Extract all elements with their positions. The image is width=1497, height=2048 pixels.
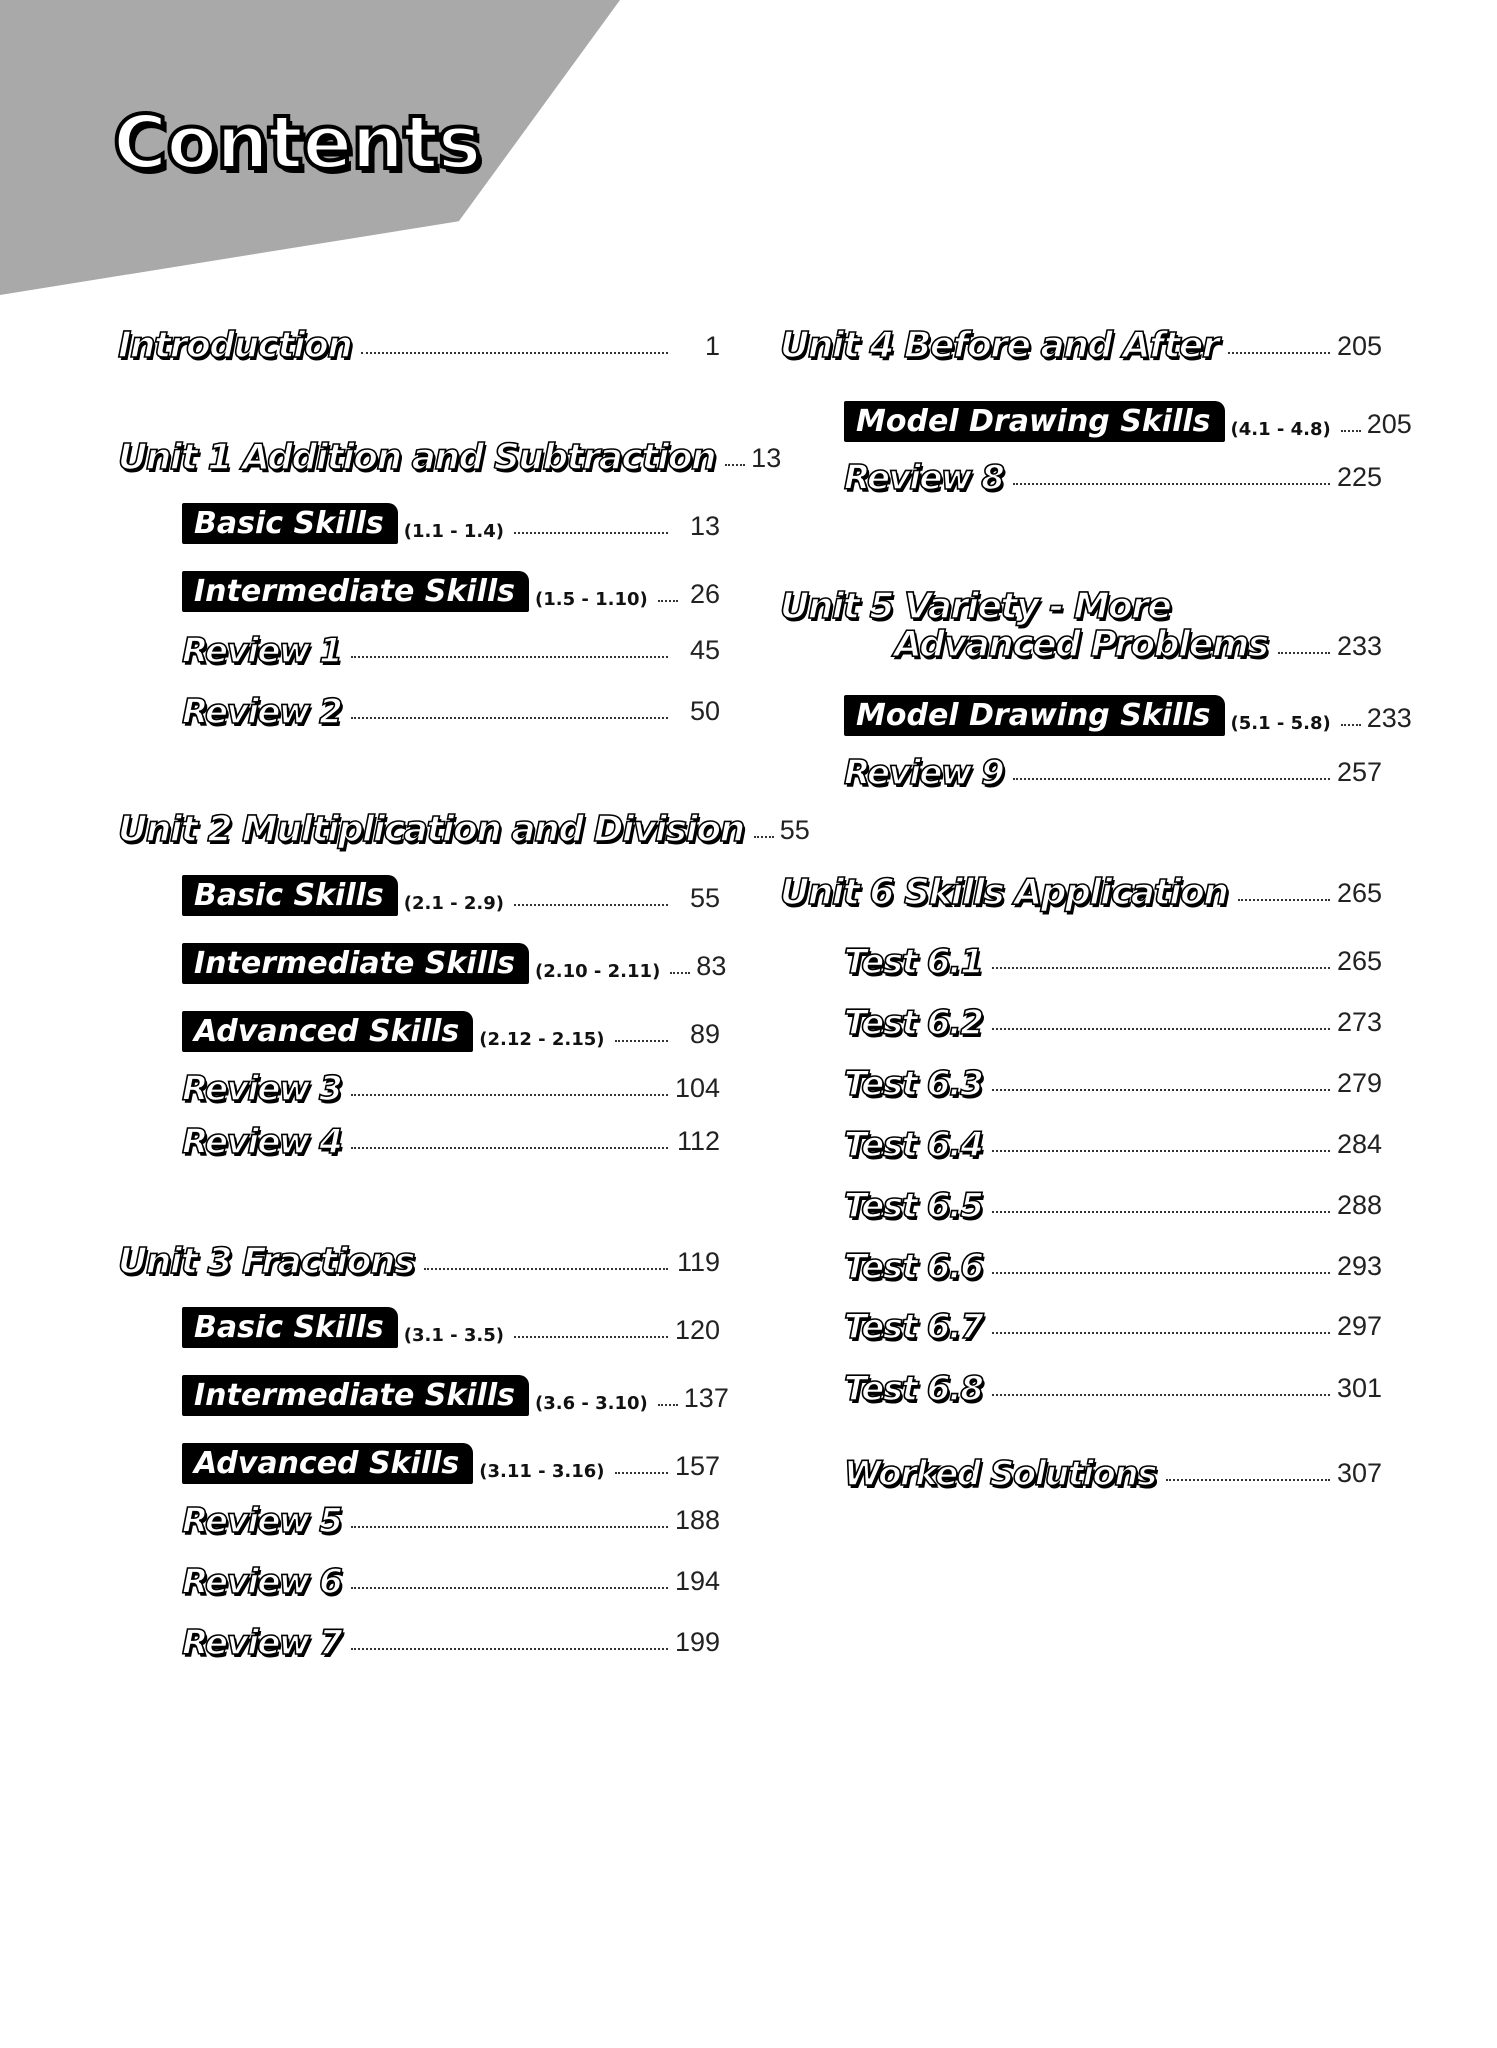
page-number: 137 xyxy=(683,1383,729,1413)
toc-entry-label: Review 2 xyxy=(182,692,342,732)
dot-leader xyxy=(514,1336,668,1338)
dot-leader xyxy=(361,352,668,354)
toc-entry[interactable] xyxy=(182,1553,720,1602)
toc-entry[interactable] xyxy=(844,1298,1382,1347)
section-range: (3.11 - 3.16) xyxy=(479,1461,605,1482)
page-number: 83 xyxy=(696,951,727,981)
toc-entry-label: Review 3 xyxy=(182,1069,342,1109)
dot-leader xyxy=(992,1394,1330,1396)
skill-level-tag: Basic Skills xyxy=(182,503,398,544)
section-range: (3.1 - 3.5) xyxy=(403,1325,504,1346)
dot-leader xyxy=(351,1648,668,1650)
skill-level-tag: Advanced Skills xyxy=(182,1011,473,1052)
toc-entry[interactable] xyxy=(182,870,720,916)
dot-leader xyxy=(1228,352,1330,354)
toc-entry-label: Unit 3 Fractions xyxy=(118,1241,414,1282)
page-number: 284 xyxy=(1336,1129,1382,1159)
dot-leader xyxy=(658,1404,678,1406)
page-number: 13 xyxy=(689,511,720,541)
toc-entry-label: Review 1 xyxy=(182,631,342,671)
toc-entry-label: Review 6 xyxy=(182,1562,342,1602)
page-number: 265 xyxy=(1336,878,1382,908)
toc-entry-label-line1: Unit 5 Variety - More xyxy=(780,586,1171,628)
page-number: 157 xyxy=(674,1451,720,1481)
dot-leader xyxy=(1341,724,1361,726)
toc-entry[interactable] xyxy=(182,1370,729,1416)
toc-entry-label: Unit 2 Multiplication and Division xyxy=(118,809,744,850)
page-number: 205 xyxy=(1366,409,1412,439)
toc-entry[interactable] xyxy=(844,1238,1382,1287)
dot-leader xyxy=(1238,899,1331,901)
page-number: 279 xyxy=(1336,1068,1382,1098)
section-range: (3.6 - 3.10) xyxy=(535,1393,648,1414)
page-number: 1 xyxy=(704,331,720,361)
section-range: (1.5 - 1.10) xyxy=(535,589,648,610)
toc-entry[interactable] xyxy=(118,318,720,364)
page-number: 89 xyxy=(689,1019,720,1049)
dot-leader xyxy=(658,600,678,602)
toc-entry-label: Review 9 xyxy=(844,753,1004,793)
page-number: 55 xyxy=(779,815,810,845)
dot-leader xyxy=(992,1150,1330,1152)
dot-leader xyxy=(992,1272,1330,1274)
toc-entry-label: Test 6.7 xyxy=(844,1307,983,1347)
toc-entry[interactable] xyxy=(182,1302,720,1348)
page-number: 288 xyxy=(1336,1190,1382,1220)
dot-leader xyxy=(351,1147,668,1149)
toc-entry-label: Review 5 xyxy=(182,1501,342,1541)
page-number: 307 xyxy=(1336,1458,1382,1488)
page-number: 293 xyxy=(1336,1251,1382,1281)
dot-leader xyxy=(992,1089,1330,1091)
dot-leader xyxy=(670,972,690,974)
page-number: 233 xyxy=(1336,631,1382,661)
toc-entry[interactable] xyxy=(182,622,720,671)
page-number: 112 xyxy=(676,1126,720,1156)
dot-leader xyxy=(1013,778,1330,780)
section-range: (4.1 - 4.8) xyxy=(1230,419,1331,440)
toc-entry[interactable] xyxy=(182,1060,720,1109)
toc-entry[interactable] xyxy=(118,1234,720,1280)
toc-entry[interactable] xyxy=(118,430,782,478)
toc-entry-label: Test 6.5 xyxy=(844,1186,983,1226)
toc-entry-label: Test 6.4 xyxy=(844,1125,983,1165)
skill-level-tag: Intermediate Skills xyxy=(182,1375,529,1416)
page-number: 273 xyxy=(1336,1007,1382,1037)
toc-entry[interactable] xyxy=(182,1113,720,1162)
toc-entry[interactable] xyxy=(182,1006,720,1052)
dot-leader xyxy=(1166,1479,1330,1481)
section-range: (5.1 - 5.8) xyxy=(1230,713,1331,734)
dot-leader xyxy=(615,1472,668,1474)
dot-leader xyxy=(615,1040,668,1042)
page-number: 50 xyxy=(689,696,720,726)
toc-entry[interactable] xyxy=(844,690,1412,736)
toc-entry[interactable] xyxy=(844,744,1382,793)
page-title: Contents xyxy=(113,100,481,186)
toc-entry[interactable] xyxy=(844,933,1382,982)
section-range: (2.10 - 2.11) xyxy=(535,961,661,982)
page-number: 45 xyxy=(689,635,720,665)
page-number: 104 xyxy=(674,1073,720,1103)
toc-entry-label: Unit 1 Addition and Subtraction xyxy=(118,437,716,478)
toc-entry[interactable] xyxy=(780,865,1382,911)
page-number: 301 xyxy=(1336,1373,1382,1403)
dot-leader xyxy=(992,1332,1330,1334)
dot-leader xyxy=(514,904,668,906)
page-number: 26 xyxy=(689,579,720,609)
toc-entry[interactable] xyxy=(844,396,1412,442)
page-number: 257 xyxy=(1336,757,1382,787)
page-number: 188 xyxy=(674,1505,720,1535)
toc-entry-label: Test 6.6 xyxy=(844,1247,983,1287)
toc-entry[interactable] xyxy=(844,1116,1382,1165)
dot-leader xyxy=(351,1094,668,1096)
toc-entry[interactable] xyxy=(182,1492,720,1541)
skill-level-tag: Model Drawing Skills xyxy=(844,401,1225,442)
dot-leader xyxy=(1278,652,1330,654)
toc-entry[interactable] xyxy=(844,994,1382,1043)
toc-entry[interactable] xyxy=(118,802,810,850)
dot-leader xyxy=(351,1587,668,1589)
dot-leader xyxy=(514,532,668,534)
toc-entry-label: Review 8 xyxy=(844,458,1004,498)
toc-entry-label: Review 4 xyxy=(182,1122,342,1162)
dot-leader xyxy=(725,464,745,466)
skill-level-tag: Advanced Skills xyxy=(182,1443,473,1484)
page-number: 297 xyxy=(1336,1311,1382,1341)
toc-entry-label: Review 7 xyxy=(182,1623,342,1663)
dot-leader xyxy=(992,1028,1330,1030)
section-range: (1.1 - 1.4) xyxy=(403,521,504,542)
dot-leader xyxy=(424,1268,668,1270)
toc-entry[interactable] xyxy=(844,1360,1382,1409)
dot-leader xyxy=(992,967,1330,969)
skill-level-tag: Basic Skills xyxy=(182,875,398,916)
dot-leader xyxy=(351,656,668,658)
toc-entry-label: Unit 4 Before and After xyxy=(780,325,1219,366)
toc-entry[interactable] xyxy=(844,1055,1382,1104)
page-number: 119 xyxy=(676,1247,720,1277)
skill-level-tag: Intermediate Skills xyxy=(182,571,529,612)
toc-entry[interactable] xyxy=(844,1445,1382,1494)
dot-leader xyxy=(992,1211,1330,1213)
toc-entry-label-line2: Advanced Problems xyxy=(894,624,1268,666)
toc-entry[interactable] xyxy=(182,1438,720,1484)
page-number: 225 xyxy=(1336,462,1382,492)
page-number: 205 xyxy=(1336,331,1382,361)
toc-entry[interactable] xyxy=(182,938,727,984)
toc-entry-label xyxy=(780,588,1268,664)
page-number: 233 xyxy=(1366,703,1412,733)
dot-leader xyxy=(351,1526,668,1528)
dot-leader xyxy=(1013,483,1330,485)
section-range: (2.12 - 2.15) xyxy=(479,1029,605,1050)
toc-entry[interactable] xyxy=(182,498,720,544)
toc-entry-label: Test 6.3 xyxy=(844,1064,983,1104)
dot-leader xyxy=(754,836,774,838)
toc-entry-label: Test 6.1 xyxy=(844,942,983,982)
toc-entry[interactable] xyxy=(844,1177,1382,1226)
section-range: (2.1 - 2.9) xyxy=(403,893,504,914)
toc-entry-label: Introduction xyxy=(118,325,352,366)
dot-leader xyxy=(351,717,668,719)
page-number: 194 xyxy=(674,1566,720,1596)
toc-entry[interactable] xyxy=(780,318,1382,364)
page-number: 265 xyxy=(1336,946,1382,976)
toc-entry-label: Worked Solutions xyxy=(844,1454,1156,1494)
toc-entry[interactable] xyxy=(182,566,720,612)
skill-level-tag: Basic Skills xyxy=(182,1307,398,1348)
page-number: 120 xyxy=(674,1315,720,1345)
toc-entry-label: Test 6.8 xyxy=(844,1369,983,1409)
toc-entry[interactable] xyxy=(182,683,720,732)
toc-entry-label: Unit 6 Skills Application xyxy=(780,872,1228,913)
page-number: 199 xyxy=(674,1627,720,1657)
toc-entry[interactable] xyxy=(780,578,1382,664)
dot-leader xyxy=(1341,430,1361,432)
toc-entry[interactable] xyxy=(182,1614,720,1663)
skill-level-tag: Intermediate Skills xyxy=(182,943,529,984)
skill-level-tag: Model Drawing Skills xyxy=(844,695,1225,736)
page-number: 13 xyxy=(751,443,782,473)
page-number: 55 xyxy=(689,883,720,913)
toc-entry[interactable] xyxy=(844,449,1382,498)
toc-entry-label: Test 6.2 xyxy=(844,1003,983,1043)
